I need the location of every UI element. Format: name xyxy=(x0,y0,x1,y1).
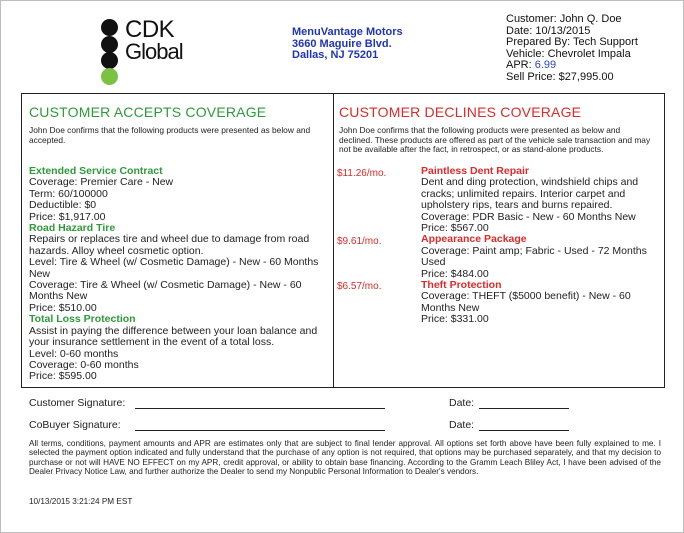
dealer-address xyxy=(292,27,403,62)
product-name: Appearance Package xyxy=(421,233,527,246)
column-divider xyxy=(333,93,334,387)
apr-label: APR: xyxy=(506,59,532,71)
logo-dot-4 xyxy=(101,68,118,85)
dealer-name: MenuVantage Motors xyxy=(292,26,403,38)
customer-name: Customer: John Q. Doe xyxy=(506,13,622,25)
product-line: Price: $595.00 xyxy=(29,370,97,383)
accepts-intro: John Doe confirms that the following products were presented as below and accepted. xyxy=(29,125,311,145)
customer-date: Date: 10/13/2015 xyxy=(506,24,591,37)
product-line: Coverage: THEFT ($5000 benefit) - New - 60 Months New xyxy=(421,290,631,314)
cobuyer-signature-label: CoBuyer Signature: xyxy=(29,419,121,431)
declines-intro: John Doe confirms that the following products were presented as below and declined. These products are offered as part of the vehicle sale transaction and may not be available after the fact, in retrospect, or as stand-alone products. xyxy=(339,125,651,154)
product-line: Term: 60/100000 xyxy=(29,187,108,200)
dealer-city: Dallas, NJ 75201 xyxy=(292,49,379,61)
cobuyer-date-label: Date: xyxy=(449,419,475,431)
product-name: Theft Protection xyxy=(421,279,502,292)
product-line: Level: Tire & Wheel (w/ Cosmetic Damage) - New - 60 Months New xyxy=(29,256,319,280)
customer-signature-label: Customer Signature: xyxy=(29,397,126,409)
accepted-product xyxy=(29,223,327,314)
product-line: Coverage: Paint amp; Fabric - Used - 72 Months Used xyxy=(421,244,647,269)
product-line: Price: $567.00 xyxy=(421,222,489,235)
monthly-price: $6.57/mo. xyxy=(337,281,382,292)
logo-text-global: Global xyxy=(125,39,183,64)
product-line: Price: $484.00 xyxy=(421,267,489,280)
product-line: Repairs or replaces tire and wheel due to damage from road hazards. Alloy wheel cosmetic option. xyxy=(29,233,310,257)
product-line: Coverage: Tire & Wheel (w/ Cosmetic Damage) - New - 60 Months New xyxy=(29,279,302,303)
declines-heading: CUSTOMER DECLINES COVERAGE xyxy=(339,104,582,120)
monthly-price: $11.26/mo. xyxy=(337,168,387,179)
customer-date-field[interactable] xyxy=(479,408,569,409)
accepted-product xyxy=(29,166,327,223)
logo-text-cdk: CDK xyxy=(125,16,175,43)
declined-product xyxy=(421,234,657,280)
prepared-by: Prepared By: Tech Support xyxy=(506,36,638,48)
accepts-heading: CUSTOMER ACCEPTS COVERAGE xyxy=(29,104,267,120)
accepted-product xyxy=(29,314,327,382)
accepts-products xyxy=(29,166,327,383)
apr xyxy=(506,60,638,72)
declined-product xyxy=(421,166,657,234)
product-line: Coverage: 0-60 months xyxy=(29,358,139,371)
customer-info xyxy=(506,14,638,83)
customer-signature-field[interactable] xyxy=(135,408,385,409)
product-line: Price: $331.00 xyxy=(421,313,489,326)
monthly-price: $9.61/mo. xyxy=(337,236,382,247)
logo-dot-2 xyxy=(101,36,118,53)
logo-dot-1 xyxy=(101,19,118,36)
declined-product xyxy=(421,280,657,326)
cobuyer-signature-field[interactable] xyxy=(135,430,385,431)
customer-date-label: Date: xyxy=(449,397,475,409)
logo-dot-3 xyxy=(101,52,118,69)
dealer-street: 3660 Maguire Blvd. xyxy=(292,37,392,50)
apr-value: 6.99 xyxy=(534,59,557,71)
product-name: Extended Service Contract xyxy=(29,165,163,177)
cobuyer-date-field[interactable] xyxy=(479,430,569,431)
product-name: Total Loss Protection xyxy=(29,313,136,326)
product-line: Level: 0-60 months xyxy=(29,347,119,360)
product-line: Dent and ding protection, windshield chips and cracks; unlimited repairs. Interior carpet and upholstery rips, tears and burns repaired. xyxy=(421,176,639,212)
terms-disclaimer: All terms, conditions, payment amounts and APR are estimates only that are subject to final lender approval. All options set forth above have been fully explained to me. I selected the payment option indicated and fully understand that the purchase of any option is not required, that options may be purchased separately, and that my decision to purchase or not will HAVE NO EFFECT on my APR, credit approval, or ability to obtain base financing. According to the Gramm Leach Bliley Act, I have been advised of the Dealer Privacy Notice Law, and further authorize the Dealer to send my Nonpublic Personal Information to Dealer's vendors. xyxy=(29,439,661,476)
product-line: Price: $510.00 xyxy=(29,301,97,314)
product-line: Deductible: $0 xyxy=(29,199,97,212)
product-line: Assist in paying the difference between your loan balance and your insurance settlement in the event of a total loss. xyxy=(29,324,318,349)
product-line: Coverage: Premier Care - New xyxy=(29,176,174,189)
product-line: Price: $1,917.00 xyxy=(29,210,106,223)
sell-price: Sell Price: $27,995.00 xyxy=(506,70,614,83)
vehicle: Vehicle: Chevrolet Impala xyxy=(506,47,631,60)
product-name: Paintless Dent Repair xyxy=(421,165,529,177)
product-line: Coverage: PDR Basic - New - 60 Months New xyxy=(421,210,636,223)
declines-products xyxy=(421,166,657,326)
product-name: Road Hazard Tire xyxy=(29,222,116,235)
print-timestamp: 10/13/2015 3:21:24 PM EST xyxy=(29,497,133,506)
